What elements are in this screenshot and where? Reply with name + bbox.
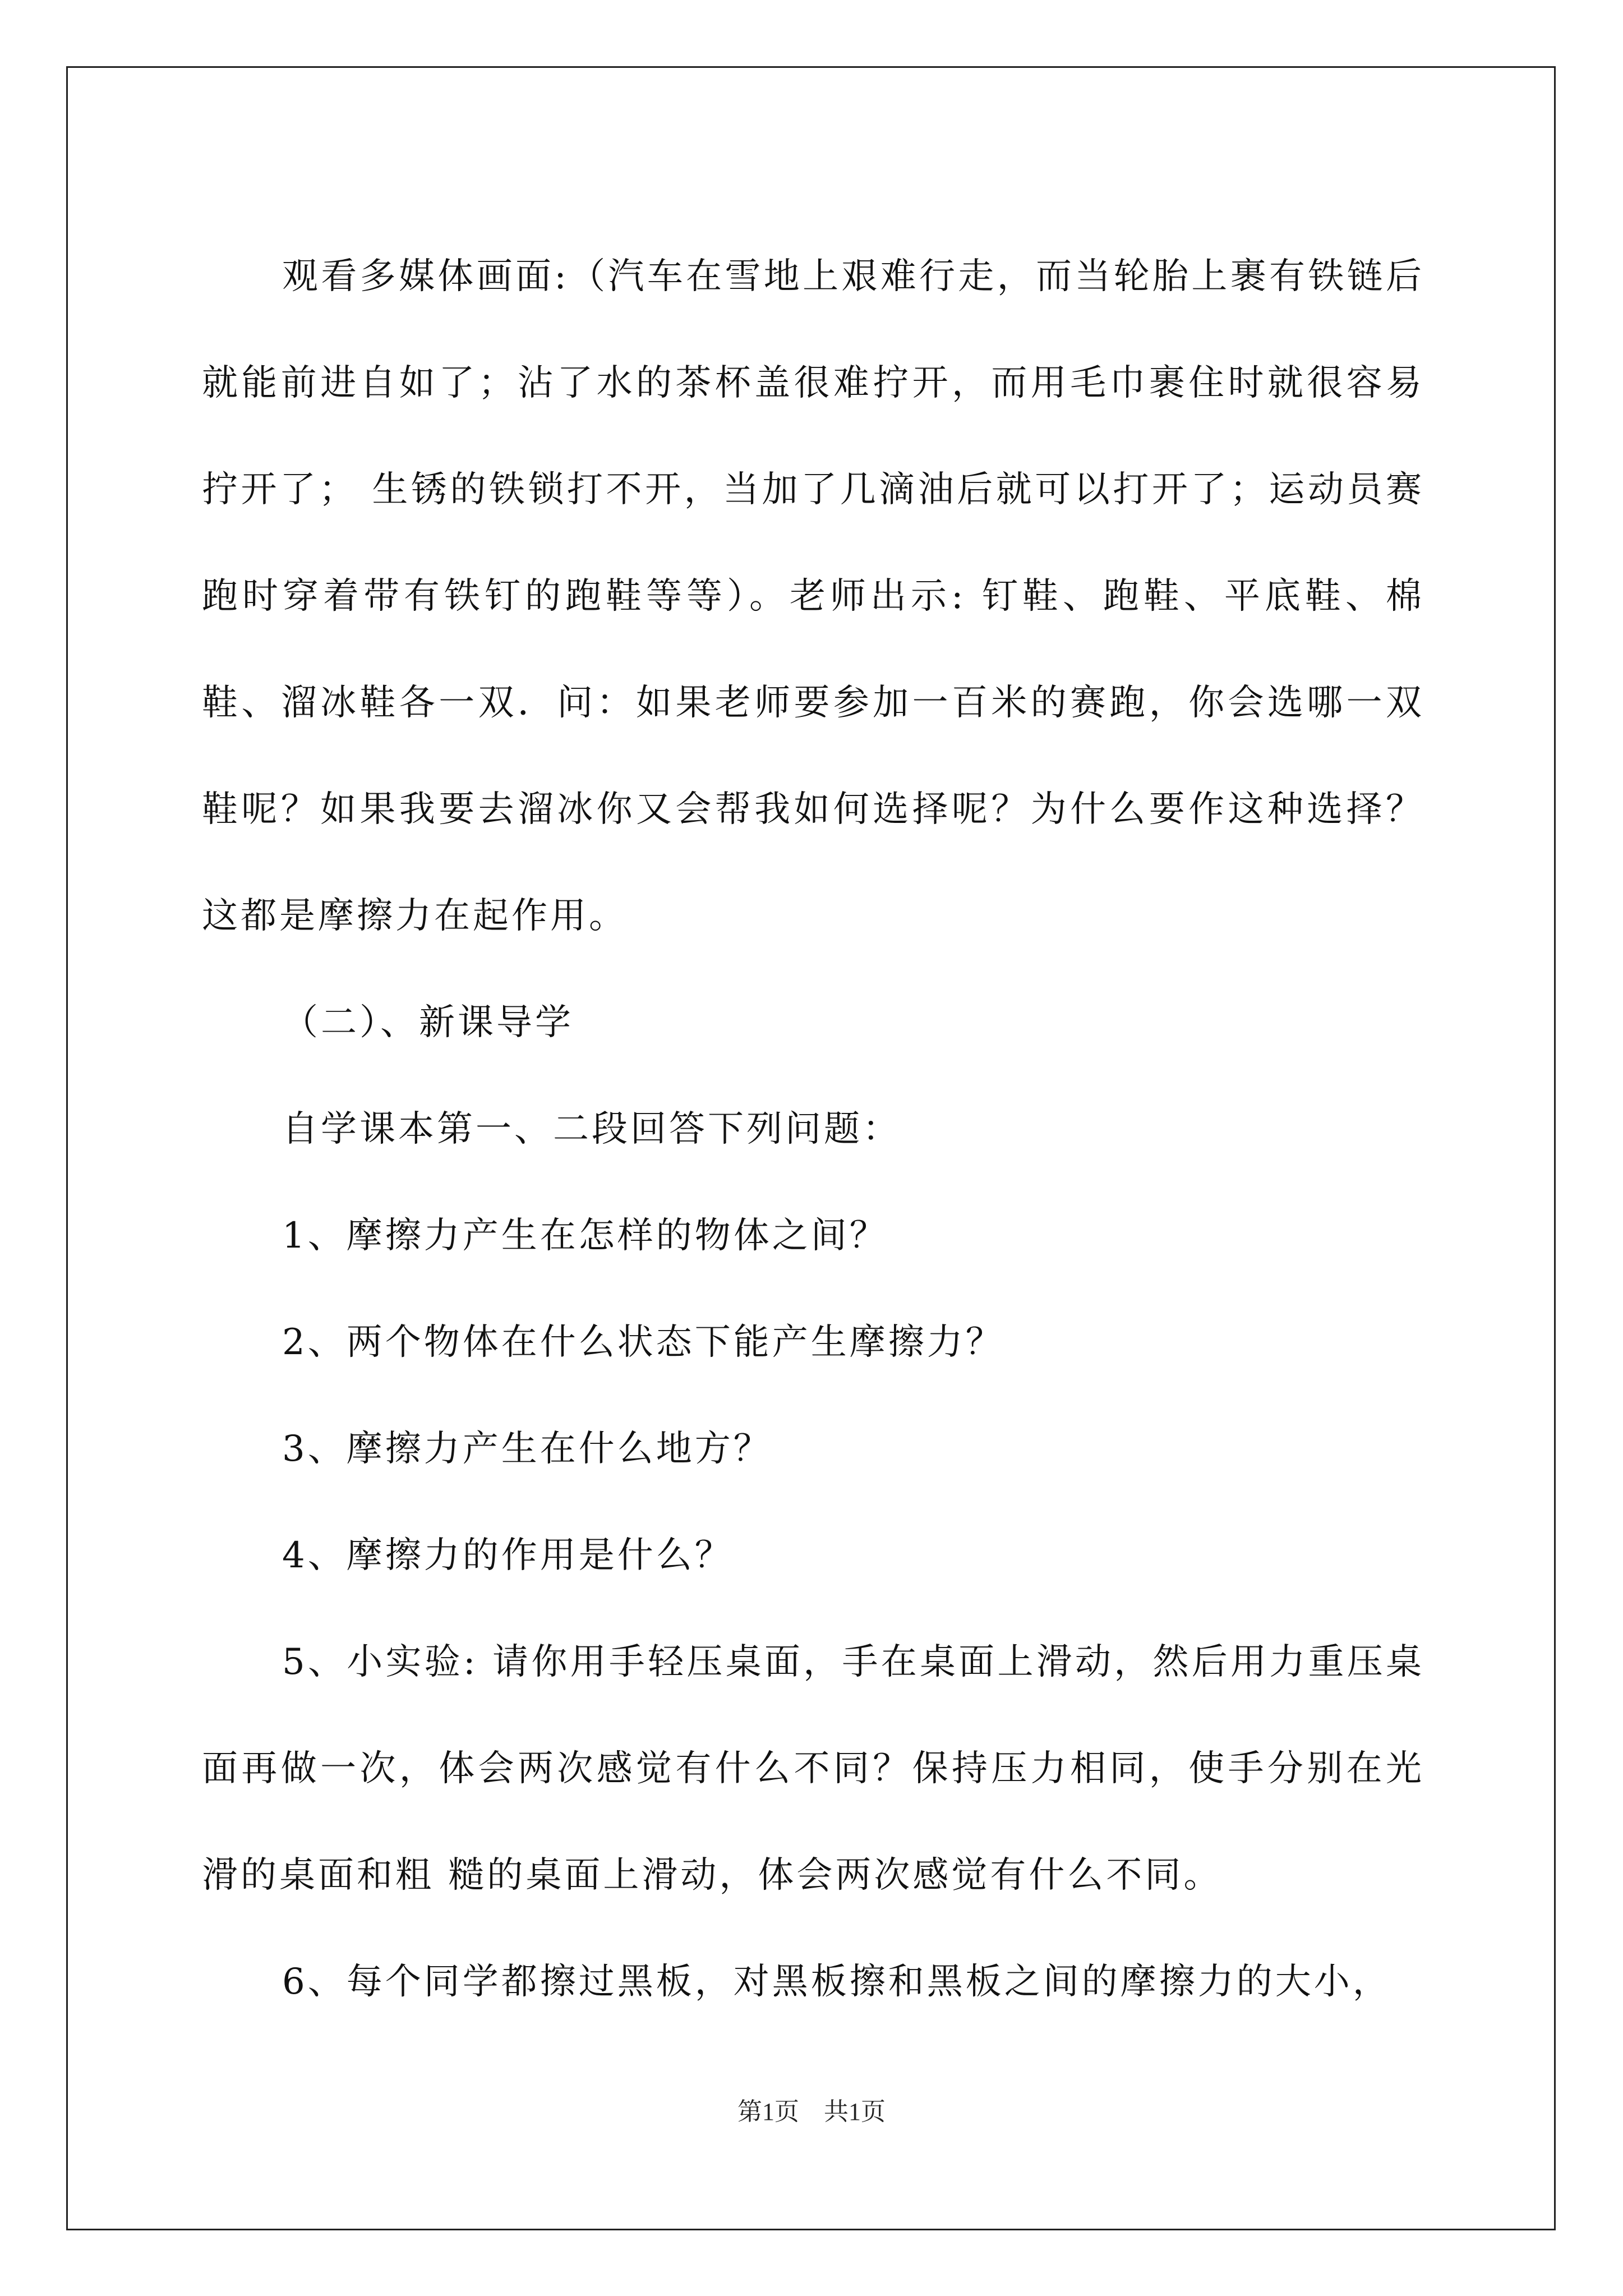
paragraph-intro: 观看多媒体画面:（汽车在雪地上艰难行走，而当轮胎上裹有铁链后就能前进自如了；沾了水的茶杯盖很难拧开，而用毛巾裹住时就很容易拧开了； 生锈的铁锁打不开，当加了几滴油后就可以打开了；运动员赛跑时穿着带有铁钉的跑鞋等等）。老师出示: 钉鞋、跑鞋、平底鞋、棉鞋、溜冰鞋各一双．问：如果老师要参加一百米的赛跑，你会选哪一双鞋呢？如果我要去溜冰你又会帮我如何选择呢？为什么要作这种选择？ 这都是摩擦力在起作用。 [202,256,1424,937]
question-4: 4、摩擦力的作用是什么？ [282,1535,734,1576]
question-6: 6、每个同学都擦过黑板，对黑板擦和黑板之间的摩擦力的大小， [282,1961,1391,2003]
section-heading: （二）、新课导学 [282,1002,574,1043]
question-2: 2、两个物体在什么状态下能产生摩擦力？ [282,1322,1004,1363]
question-1: 1、摩擦力产生在怎样的物体之间？ [282,1215,888,1257]
paragraph-instruction: 自学课本第一、二段回答下列问题： [282,1108,901,1150]
question-5: 5、小实验: 请你用手轻压桌面，手在桌面上滑动，然后用力重压桌面再做一次，体会两次感觉有什么不同？保持压力相同，使手分别在光滑的桌面和粗 糙的桌面上滑动，体会两次感觉有什么不同。 [202,1641,1424,1896]
document-body [202,223,1424,2035]
page-footer: 第1页 共1页 [737,2098,886,2125]
question-3: 3、摩擦力产生在什么地方？ [282,1428,772,1470]
